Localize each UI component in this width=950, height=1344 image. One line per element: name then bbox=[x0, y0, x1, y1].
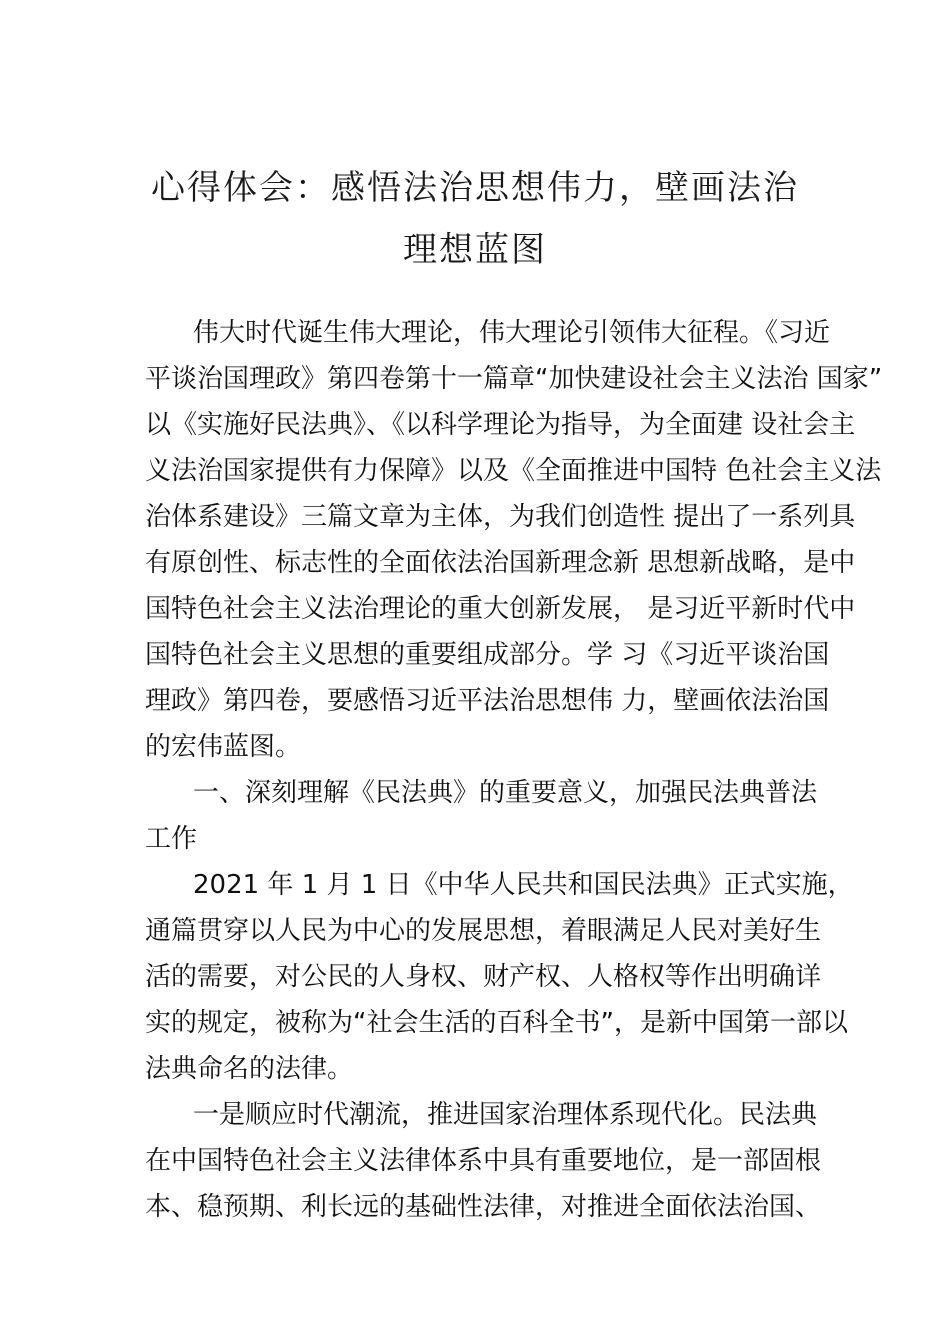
body-line: 国特色社会主义法治理论的重大创新发展， 是习近平新时代中 bbox=[145, 594, 856, 624]
section-heading-line: 一、深刻理解《民法典》的重要意义，加强民法典普法 bbox=[193, 778, 818, 808]
body-line: 本、稳预期、利长远的基础性法律，对推进全面依法治国、 bbox=[145, 1192, 822, 1222]
body-line: 义法治国家提供有力保障》以及《全面推进中国特 色社会主义法 bbox=[145, 456, 882, 486]
body-line: 法典命名的法律。 bbox=[145, 1054, 354, 1084]
body-line: 治体系建设》三篇文章为主体，为我们创造性 提出了一系列具 bbox=[145, 502, 856, 532]
body-line: 实的规定，被称为“社会生活的百科全书”，是新中国第一部以 bbox=[145, 1008, 848, 1038]
body-line: 有原创性、标志性的全面依法治国新理念新 思想新战略，是中 bbox=[145, 548, 856, 578]
body-line: 的宏伟蓝图。 bbox=[145, 732, 302, 762]
body-line: 一是顺应时代潮流，推进国家治理体系现代化。民法典 bbox=[193, 1100, 818, 1130]
body-line: 伟大时代诞生伟大理论，伟大理论引领伟大征程。《习近 bbox=[193, 318, 831, 348]
body-line: 活的需要，对公民的人身权、财产权、人格权等作出明确详 bbox=[145, 962, 822, 992]
section-heading-line: 工作 bbox=[145, 824, 198, 854]
body-line: 平谈治国理政》第四卷第十一篇章“加快建设社会主义法治 国家” bbox=[145, 364, 883, 394]
body-line: 国特色社会主义思想的重要组成部分。学 习《习近平谈治国 bbox=[145, 640, 830, 670]
body-line: 通篇贯穿以人民为中心的发展思想，着眼满足人民对美好生 bbox=[145, 916, 822, 946]
body-line: 以《实施好民法典》、《以科学理论为指导，为全面建 设社会主 bbox=[145, 410, 856, 440]
document-title-line-1: 心得体会：感悟法治思想伟力，壁画法治 bbox=[151, 168, 799, 208]
body-line: 在中国特色社会主义法律体系中具有重要地位，是一部固根 bbox=[145, 1146, 822, 1176]
body-line: 2021 年 1 月 1 日《中华人民共和国民法典》正式实施， bbox=[193, 870, 854, 900]
document-title-line-2: 理想蓝图 bbox=[403, 230, 547, 270]
body-line: 理政》第四卷，要感悟习近平法治思想伟 力，壁画依法治国 bbox=[145, 686, 830, 716]
